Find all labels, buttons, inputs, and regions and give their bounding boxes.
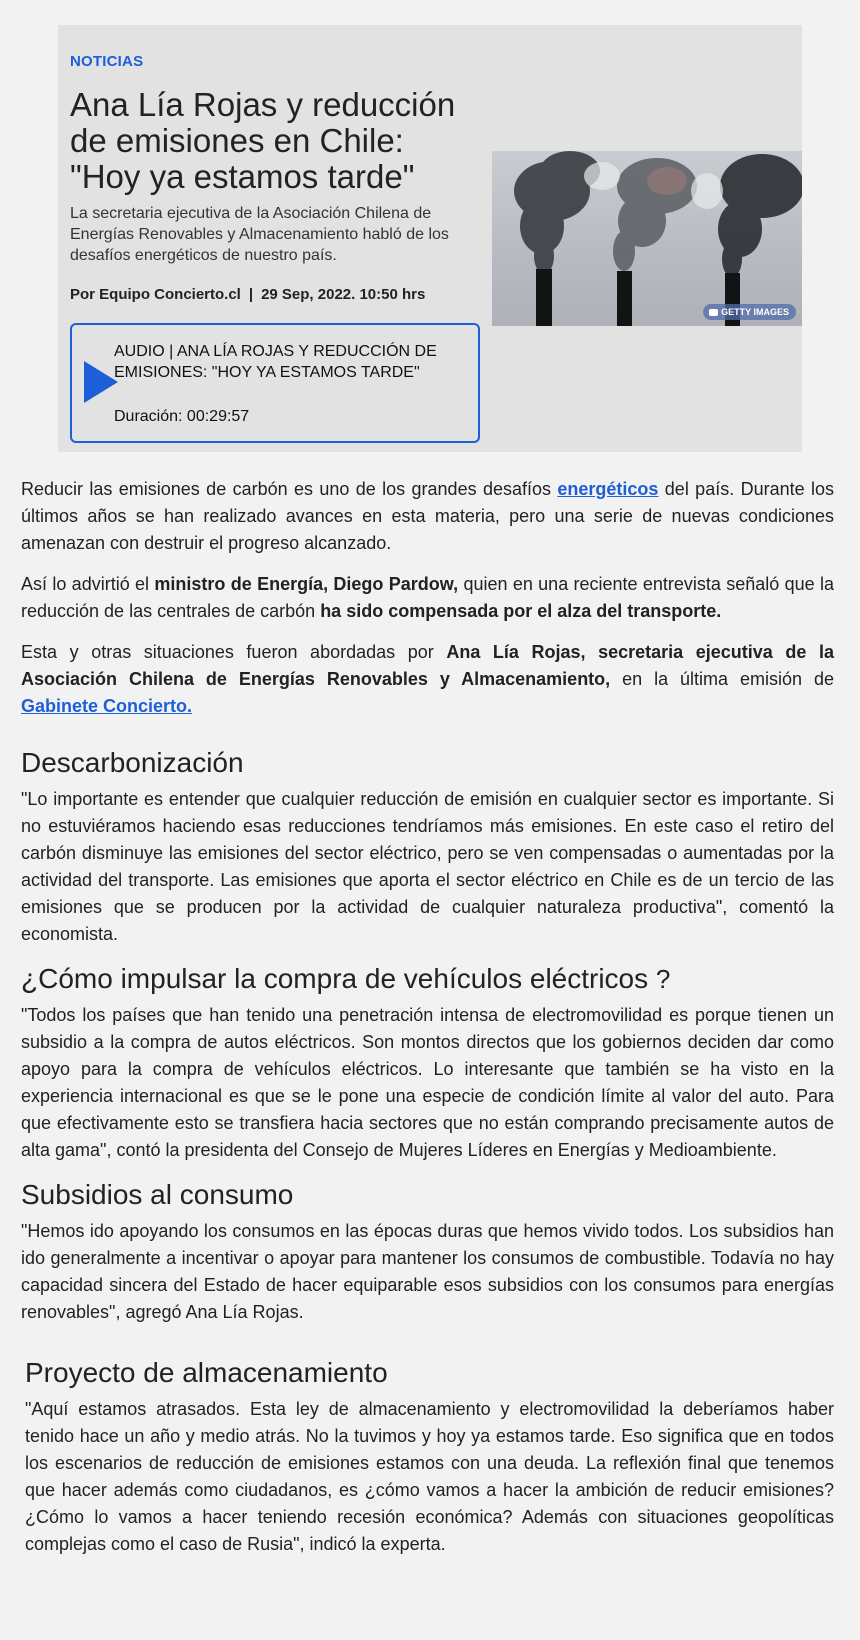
audio-duration: Duración: 00:29:57 — [114, 408, 250, 425]
byline-date: 29 Sep, 2022. 10:50 hrs — [261, 286, 426, 303]
section-kicker[interactable]: NOTICIAS — [70, 53, 144, 70]
section-heading-vehiculos — [21, 962, 834, 996]
paragraph-text: Así lo advirtió el — [21, 574, 155, 594]
article-paragraph-3 — [21, 639, 834, 720]
article-paragraph-1 — [21, 476, 834, 557]
section-heading-descarbonizacion: Descarbonización — [21, 747, 244, 778]
smokestacks-illustration — [492, 151, 802, 326]
image-credit-badge — [703, 304, 796, 320]
section-heading-subsidios: Subsidios al consumo — [21, 1179, 294, 1210]
paragraph-bold-text: ministro de Energía, Diego Pardow, — [154, 574, 459, 594]
section-heading-almacenamiento: Proyecto de almacenamiento — [25, 1357, 388, 1388]
paragraph-text: Reducir las emisiones de carbón es uno de los grandes desafíos — [21, 479, 558, 499]
article-headline: Ana Lía Rojas y reducción de emisiones en Chile: "Hoy ya estamos tarde" — [70, 86, 456, 195]
article-body — [21, 476, 834, 1572]
byline-author: Por Equipo Concierto.cl — [70, 286, 241, 303]
section-text-subsidios: "Hemos ido apoyando los consumos en las épocas duras que hemos vivido todos. Los subsidios han ido generalmente a incentivar o apoyar para mantener los consumos de combustible. Todavía no hay capacidad sincera del Estado de hacer equiparable esos subsidios con los consumos para energías renovables", agregó Ana Lía Rojas. — [21, 1221, 834, 1322]
play-icon[interactable] — [84, 361, 118, 403]
paragraph-bold-text: ha sido compensada por el alza del transporte. — [320, 601, 722, 621]
article-paragraph-2 — [21, 571, 834, 625]
section-almacenamiento — [25, 1356, 834, 1558]
paragraph-text: Esta y otras situaciones fueron abordadas por — [21, 642, 447, 662]
paragraph-bold-text: Ana Lía Rojas, secretaria ejecutiva de la Asociación Chilena de Energías Renovables y Almacenamiento, — [21, 642, 835, 689]
paragraph-text: quien en una reciente entrevista señaló que la reducción de las centrales de carbón — [21, 574, 835, 621]
audio-player-card[interactable] — [70, 323, 480, 443]
section-heading-text: ¿Cómo impulsar la compra de vehículos eléctricos — [21, 963, 649, 994]
section-text-almacenamiento: "Aquí estamos atrasados. Esta ley de almacenamiento y electromovilidad la deberíamos haber tenido hace un año y medio atrás. No la tuvimos y hoy ya estamos tarde. Eso significa que en todos los escenarios de reducción de emisiones estamos con una deuda. La reflexión final que tenemos que hacer además como ciudadanos, es ¿cómo vamos a hacer la ambición de reducir emisiones? ¿Cómo lo vamos a hacer teniendo recesión económica? Además con situaciones geopolíticas complejas como el caso de Rusia", indicó la experta. — [25, 1399, 834, 1554]
section-text-vehiculos: "Todos los países que han tenido una penetración intensa de electromovilidad es porque tienen un subsidio a la compra de autos eléctricos. Son montos directos que los gobiernos deciden dar como apoyo para la compra de vehículos eléctricos. Lo interesante que también se ha visto en la experiencia internacional es que se le pone una especie de condición límite al valor del auto. Para que efectivamente esto se transfiera hacia sectores que no están comprando precisamente autos de alta gama", contó la presidenta del Consejo de Mujeres Líderes en Energías y Medioambiente. — [21, 1005, 834, 1160]
article-hero — [58, 25, 802, 452]
paragraph-text: del país. Durante los últimos años se han realizado avances en esta materia, pero una serie de nuevas condiciones amenazan con destruir el progreso alcanzado. — [21, 479, 834, 553]
section-text-descarbonizacion: "Lo importante es entender que cualquier reducción de emisión en cualquier sector es importante. Si no estuviéramos haciendo esas reducciones tendríamos más emisiones. En este caso el retiro del carbón disminuye las emisiones del sector eléctrico, pero se ven compensadas o aumentadas por la actividad del transporte. Las emisiones que aporta el sector eléctrico en Chile es de un tercio de las emisiones que se producen por la actividad de cualquier naturaleza productiva", comentó la economista. — [21, 789, 834, 944]
link-gabinete-concierto[interactable]: Gabinete Concierto. — [21, 696, 193, 716]
link-energeticos[interactable]: energéticos — [557, 479, 659, 499]
image-credit-label: GETTY IMAGES — [721, 307, 789, 317]
section-heading-suffix: ? — [655, 964, 671, 994]
camera-icon — [709, 309, 718, 316]
article-lead: La secretaria ejecutiva de la Asociación Chilena de Energías Renovables y Almacenamiento habló de los desafíos energéticos de nuestro país. — [70, 205, 449, 264]
hero-image-smokestacks — [492, 151, 802, 326]
byline-separator: | — [248, 286, 254, 303]
audio-title: AUDIO | ANA LÍA ROJAS Y REDUCCIÓN DE EMISIONES: "HOY YA ESTAMOS TARDE" — [114, 343, 437, 381]
paragraph-text: en la última emisión de — [610, 669, 835, 689]
byline — [70, 286, 490, 303]
